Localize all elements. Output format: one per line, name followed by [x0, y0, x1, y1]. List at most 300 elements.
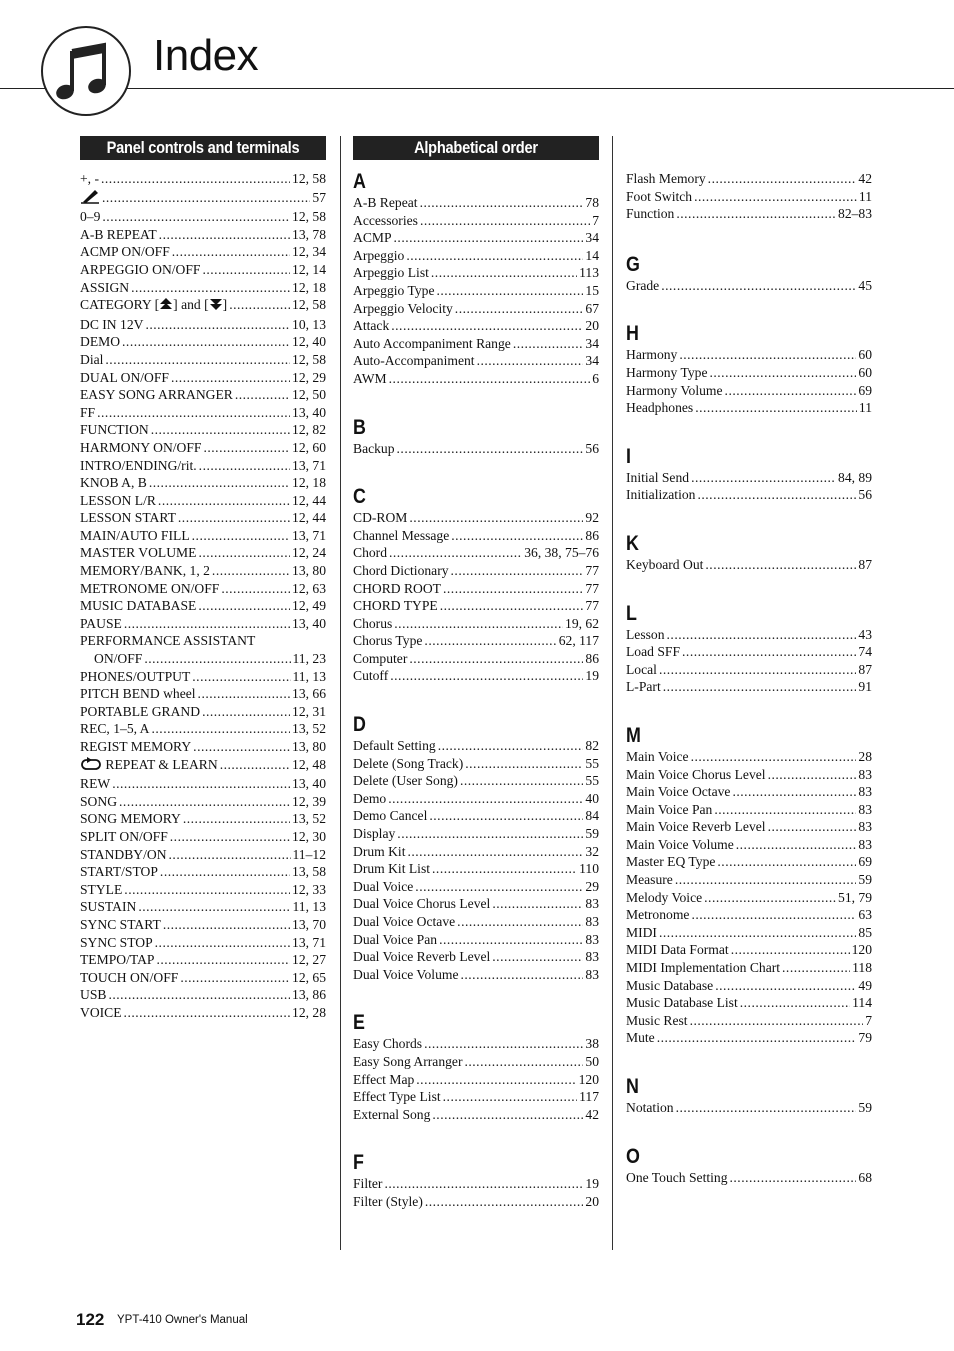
dot-leader: [416, 1071, 576, 1089]
entry-pages: 11: [858, 188, 872, 204]
index-entry: [80, 544, 326, 562]
index-entry: [353, 737, 599, 755]
index-entry: [80, 863, 326, 881]
index-entry: [626, 486, 872, 504]
letter-group: [626, 253, 872, 295]
entry-name-text: Mute: [626, 1030, 655, 1046]
entry-name: [80, 208, 100, 226]
entry-name: [80, 881, 122, 899]
dot-leader: [443, 580, 583, 598]
entry-name: [353, 544, 387, 562]
dot-leader: [451, 562, 584, 580]
index-entry: [626, 556, 872, 574]
dot-leader: [667, 626, 857, 644]
entry-name-text: External Song: [353, 1106, 431, 1122]
entry-name: [353, 509, 407, 527]
dot-leader: [460, 772, 583, 790]
entry-pages: 13, 86: [292, 987, 326, 1003]
entry-pages: 12, 30: [292, 828, 326, 844]
entry-name-text: PORTABLE GRAND: [80, 703, 201, 719]
entry-pages: 20: [585, 318, 599, 334]
page-number: 122: [76, 1310, 105, 1329]
dot-leader: [101, 170, 290, 188]
index-entry: [80, 916, 326, 934]
entry-name: [353, 650, 407, 668]
letter-group: [626, 532, 872, 574]
entry-name-text: Measure: [626, 872, 673, 888]
entry-name-text: Dual Voice Pan: [353, 931, 438, 947]
index-entry: [80, 208, 326, 226]
entry-pages: 83: [858, 819, 872, 835]
entry-pages: 83: [858, 784, 872, 800]
entry-name-text: Demo: [353, 790, 387, 806]
index-entry: [80, 951, 326, 969]
entry-name: [626, 205, 674, 223]
letter-heading: A: [353, 170, 366, 193]
entry-name-text: Chord: [353, 545, 387, 561]
panel-controls-header: Panel controls and terminals: [80, 136, 326, 160]
dot-leader: [171, 369, 290, 387]
entry-name: [80, 279, 129, 297]
entry-name: [80, 369, 169, 387]
index-entry: [80, 934, 326, 952]
entry-pages: 45: [858, 277, 872, 293]
index-entry: [626, 994, 872, 1012]
index-entry: [626, 678, 872, 696]
entry-name: [353, 562, 449, 580]
entry-name: [626, 801, 712, 819]
letter-heading: D: [353, 713, 366, 737]
dot-leader: [389, 370, 591, 388]
entry-name: [80, 951, 154, 969]
index-entry: [80, 720, 326, 738]
dot-leader: [169, 846, 291, 864]
index-entry: [353, 1071, 599, 1089]
entry-name: [626, 889, 702, 907]
entry-pages: 83: [858, 836, 872, 852]
entry-name: [626, 1169, 728, 1187]
entry-pages: 13, 78: [292, 226, 326, 242]
index-entry: [80, 226, 326, 244]
entry-name-text: SYNC START: [80, 916, 161, 932]
index-entry: [80, 457, 326, 475]
index-entry: [353, 282, 599, 300]
entry-name-text: FF: [80, 404, 96, 420]
entry-name-text: Load SFF: [626, 644, 681, 660]
index-entry: [353, 370, 599, 388]
index-entry: [80, 351, 326, 369]
entry-name-text: Harmony Type: [626, 364, 708, 380]
entry-pages: 10, 13: [292, 316, 326, 332]
dot-leader: [193, 738, 290, 756]
index-entry: [80, 810, 326, 828]
entry-name-text: REC, 1–5, A: [80, 721, 150, 737]
index-entry: [353, 772, 599, 790]
entry-name: [80, 439, 201, 457]
entry-name-text: Auto Accompaniment Range: [353, 335, 511, 351]
index-entry: [353, 878, 599, 896]
dot-leader: [221, 580, 290, 598]
entry-pages: 12, 40: [292, 334, 326, 350]
letter-group: [626, 602, 872, 696]
entry-name: [626, 486, 695, 504]
entry-pages: 12, 58: [292, 351, 326, 367]
entry-pages: 38: [585, 1036, 599, 1052]
entry-pages: 12, 31: [292, 703, 326, 719]
dot-leader: [676, 1099, 857, 1117]
index-entry: [626, 748, 872, 766]
entry-name: [353, 931, 437, 949]
entry-name: [80, 650, 142, 668]
letter-group: [353, 1151, 599, 1210]
entry-pages: 110: [579, 861, 599, 877]
entry-name-text: Filter (Style): [353, 1193, 423, 1209]
entry-name: [353, 335, 511, 353]
index-entry: [626, 1029, 872, 1047]
dot-leader: [429, 807, 583, 825]
entry-name: [626, 382, 723, 400]
entry-pages: 79: [858, 1030, 872, 1046]
entry-name: [353, 229, 392, 247]
index-entry: [353, 966, 599, 984]
pen-icon: [80, 188, 100, 209]
index-entry: [80, 986, 326, 1004]
entry-name: [80, 986, 106, 1004]
entry-name-text: Music Rest: [626, 1012, 688, 1028]
entry-name-text: Easy Chords: [353, 1036, 423, 1052]
index-entry: [353, 667, 599, 685]
entry-name-text: LESSON START: [80, 510, 176, 526]
index-entry: [353, 825, 599, 843]
index-entry: [626, 924, 872, 942]
entry-name-text: A-B Repeat: [353, 195, 418, 210]
entry-name: [626, 853, 715, 871]
entry-name-text: PHONES/OUTPUT: [80, 668, 191, 684]
entry-pages: 59: [585, 826, 599, 842]
dot-leader: [102, 189, 310, 207]
entry-name-text: Arpeggio Velocity: [353, 300, 453, 316]
entry-name: [353, 615, 392, 633]
entry-name: [80, 615, 122, 633]
entry-name: [626, 941, 729, 959]
entry-pages: 87: [858, 661, 872, 677]
index-entry: [353, 843, 599, 861]
index-entry: [626, 783, 872, 801]
dot-leader: [440, 597, 584, 615]
entry-name-text: HARMONY ON/OFF: [80, 439, 202, 455]
index-entry: [626, 977, 872, 995]
entry-name: [353, 1071, 414, 1089]
entry-name: [80, 316, 143, 334]
entry-name: [80, 404, 95, 422]
entry-pages: 12, 39: [292, 793, 326, 809]
entry-name: [626, 836, 734, 854]
dot-leader: [389, 544, 522, 562]
entry-name: [626, 399, 693, 417]
dot-leader: [156, 951, 290, 969]
entry-name: [626, 1029, 655, 1047]
dot-leader: [212, 562, 290, 580]
dot-leader: [149, 474, 290, 492]
index-entry: [80, 969, 326, 987]
dot-leader: [676, 205, 836, 223]
entry-pages: 78: [585, 195, 599, 210]
entry-name-text: Main Voice Volume: [626, 836, 734, 852]
entry-name-text: One Touch Setting: [626, 1169, 728, 1185]
dot-leader: [451, 527, 583, 545]
entry-name: [353, 1088, 441, 1106]
index-entry: [353, 562, 599, 580]
dot-leader: [388, 790, 583, 808]
entry-pages: 113: [579, 265, 599, 281]
entry-name: [80, 509, 176, 527]
entry-name-text: Music Database List: [626, 995, 738, 1011]
entry-name: [626, 1012, 688, 1030]
entry-name-text: CD-ROM: [353, 510, 408, 526]
entry-name: [626, 277, 659, 295]
entry-name-text: SPLIT ON/OFF: [80, 828, 168, 844]
entry-name: [80, 703, 200, 721]
dot-leader: [736, 836, 857, 854]
dot-leader: [697, 486, 856, 504]
index-entry: [353, 300, 599, 318]
entry-pages: 68: [858, 1169, 872, 1185]
dot-leader: [178, 509, 290, 527]
entry-pages: 86: [585, 527, 599, 543]
entry-pages: 34: [585, 353, 599, 369]
entry-name-text: CHORD TYPE: [353, 598, 438, 614]
index-entry: [353, 790, 599, 808]
entry-name-text: Harmony: [626, 347, 678, 363]
entry-pages: 84, 89: [838, 469, 872, 485]
index-entry: [80, 828, 326, 846]
entry-name-text: Initial Send: [626, 469, 690, 485]
entry-name: [626, 626, 665, 644]
entry-name: [353, 1053, 462, 1071]
entry-name: [626, 924, 657, 942]
letter-heading: F: [353, 1151, 364, 1175]
entry-name: [626, 346, 677, 364]
entry-pages: 55: [585, 755, 599, 771]
index-entry: [626, 346, 872, 364]
letter-group: [626, 1075, 872, 1117]
dot-leader: [424, 1035, 583, 1053]
entry-name: [626, 748, 689, 766]
entry-name-text: Notation: [626, 1100, 674, 1115]
dot-leader: [659, 661, 856, 679]
entry-name-text: +, -: [80, 171, 99, 186]
entry-pages: 7: [592, 212, 599, 228]
entry-pages: 59: [858, 872, 872, 888]
entry-name: [80, 828, 168, 846]
entry-name-text: Effect Type List: [353, 1089, 441, 1105]
column-divider: [612, 136, 613, 1250]
dot-leader: [695, 399, 857, 417]
index-entry: [626, 382, 872, 400]
entry-name: [80, 720, 150, 738]
entry-name-text: Delete (Song Track): [353, 755, 464, 771]
entry-name: [80, 916, 161, 934]
entry-name-part: ] and [: [173, 297, 209, 313]
entry-name: [353, 1035, 422, 1053]
entry-pages: 69: [858, 382, 872, 398]
dot-leader: [682, 643, 856, 661]
entry-name: [626, 661, 657, 679]
entry-name: [626, 556, 703, 574]
entry-name: [353, 913, 455, 931]
dot-leader: [432, 860, 577, 878]
letter-heading: N: [626, 1075, 639, 1098]
dot-leader: [394, 229, 584, 247]
index-entry: [80, 597, 326, 615]
dot-leader: [170, 828, 290, 846]
entry-name-text: DC IN 12V: [80, 316, 144, 332]
index-entry: [353, 264, 599, 282]
index-entry: [353, 650, 599, 668]
entry-pages: 29: [585, 878, 599, 894]
entry-name-text: DEMO: [80, 334, 121, 350]
entry-pages: 63: [858, 907, 872, 923]
dot-leader: [420, 194, 584, 212]
entry-name-text: PERFORMANCE ASSISTANT: [80, 633, 256, 649]
dot-leader: [112, 775, 290, 793]
entry-name-text: MUSIC DATABASE: [80, 598, 197, 614]
index-entry: [80, 632, 326, 650]
index-entry: [80, 333, 326, 351]
dot-leader: [131, 279, 290, 297]
letter-group: [353, 713, 599, 983]
dot-leader: [691, 906, 856, 924]
entry-name-text: Drum Kit: [353, 843, 406, 859]
dot-leader: [438, 737, 584, 755]
entry-name-text: Attack: [353, 318, 390, 334]
entry-name: [80, 969, 178, 987]
entry-pages: 12, 33: [292, 881, 326, 897]
dot-leader: [661, 277, 856, 295]
entry-name: [353, 282, 434, 300]
dot-leader: [102, 208, 290, 226]
entry-pages: 83: [585, 949, 599, 965]
entry-pages: 77: [585, 580, 599, 596]
entry-pages: 82–83: [838, 206, 872, 222]
entry-name: [626, 678, 661, 696]
dot-leader: [431, 264, 577, 282]
dot-leader: [198, 544, 290, 562]
entry-pages: 120: [851, 942, 872, 958]
entry-name-text: Default Setting: [353, 738, 436, 754]
entry-name-text: Delete (User Song): [353, 773, 458, 789]
entry-pages: 43: [858, 626, 872, 642]
entry-name: [353, 895, 490, 913]
entry-pages: 50: [585, 1053, 599, 1069]
entry-name-text: Drum Kit List: [353, 861, 431, 877]
index-entry: [626, 277, 872, 295]
entry-pages: 13, 80: [292, 739, 326, 754]
entry-name: [80, 243, 170, 261]
entry-name-text: Foot Switch: [626, 188, 693, 204]
entry-name-text: REGIST MEMORY: [80, 739, 192, 754]
entry-name: [80, 527, 190, 545]
dot-leader: [384, 1175, 583, 1193]
index-entry: [626, 1099, 872, 1117]
dot-leader: [477, 352, 584, 370]
entry-name-text: Auto-Accompaniment: [353, 353, 475, 369]
index-entry: [626, 959, 872, 977]
dot-leader: [180, 969, 290, 987]
entry-name-text: ARPEGGIO ON/OFF: [80, 261, 201, 277]
index-entry: [353, 247, 599, 265]
alphabetical-column-1: [353, 136, 599, 1239]
entry-name: [353, 527, 449, 545]
index-entry: [80, 527, 326, 545]
entry-pages: 13, 70: [292, 916, 326, 932]
entry-pages: 12, 24: [292, 545, 326, 561]
index-entry: [353, 632, 599, 650]
entry-name-text: TOUCH ON/OFF: [80, 969, 179, 985]
dot-leader: [138, 898, 290, 916]
entry-name-text: Effect Map: [353, 1071, 415, 1087]
alphabetical-list-1: [353, 170, 599, 1211]
entry-pages: 57: [312, 189, 326, 205]
entry-name: [626, 783, 730, 801]
entry-name: [80, 261, 200, 279]
entry-pages: 11, 13: [292, 668, 326, 684]
index-entry: [353, 860, 599, 878]
entry-pages: 32: [585, 843, 599, 859]
dot-leader: [124, 881, 290, 899]
entry-name-text: Flash Memory: [626, 171, 706, 186]
entry-name: [80, 633, 255, 648]
index-entry: [626, 801, 872, 819]
entry-pages: 74: [858, 644, 872, 660]
entry-name: [80, 934, 153, 952]
entry-pages: 60: [858, 364, 872, 380]
entry-pages: 83: [858, 801, 872, 817]
entry-name-text: Filter: [353, 1176, 383, 1192]
dot-leader: [122, 333, 290, 351]
entry-pages: 56: [585, 440, 599, 456]
entry-name: [353, 807, 427, 825]
entry-name: [353, 1193, 423, 1211]
category-down-icon: [209, 297, 223, 316]
entry-name: [80, 296, 227, 316]
letter-group: [626, 445, 872, 504]
index-entry: [80, 509, 326, 527]
entry-name-text: Master EQ Type: [626, 854, 716, 870]
entry-pages: 12, 18: [292, 475, 326, 491]
letter-group: [626, 322, 872, 416]
index-entry: [80, 793, 326, 811]
entry-pages: 13, 66: [292, 686, 326, 702]
entry-name-text: Function: [626, 206, 675, 222]
index-entry: [353, 229, 599, 247]
entry-name-text: MASTER VOLUME: [80, 545, 197, 561]
dot-leader: [740, 994, 850, 1012]
dot-leader: [220, 756, 290, 774]
entry-pages: 13, 71: [292, 527, 326, 543]
entry-name-text: KNOB A, B: [80, 475, 147, 491]
entry-pages: 114: [852, 995, 872, 1011]
entry-name: [80, 775, 110, 793]
entry-name: [353, 632, 422, 650]
dot-leader: [690, 1012, 864, 1030]
entry-pages: 6: [592, 370, 599, 386]
entry-pages: 12, 27: [292, 952, 326, 968]
dot-leader: [657, 1029, 857, 1047]
index-entry: [80, 775, 326, 793]
dot-leader: [465, 755, 583, 773]
entry-name-text: PAUSE: [80, 615, 122, 631]
